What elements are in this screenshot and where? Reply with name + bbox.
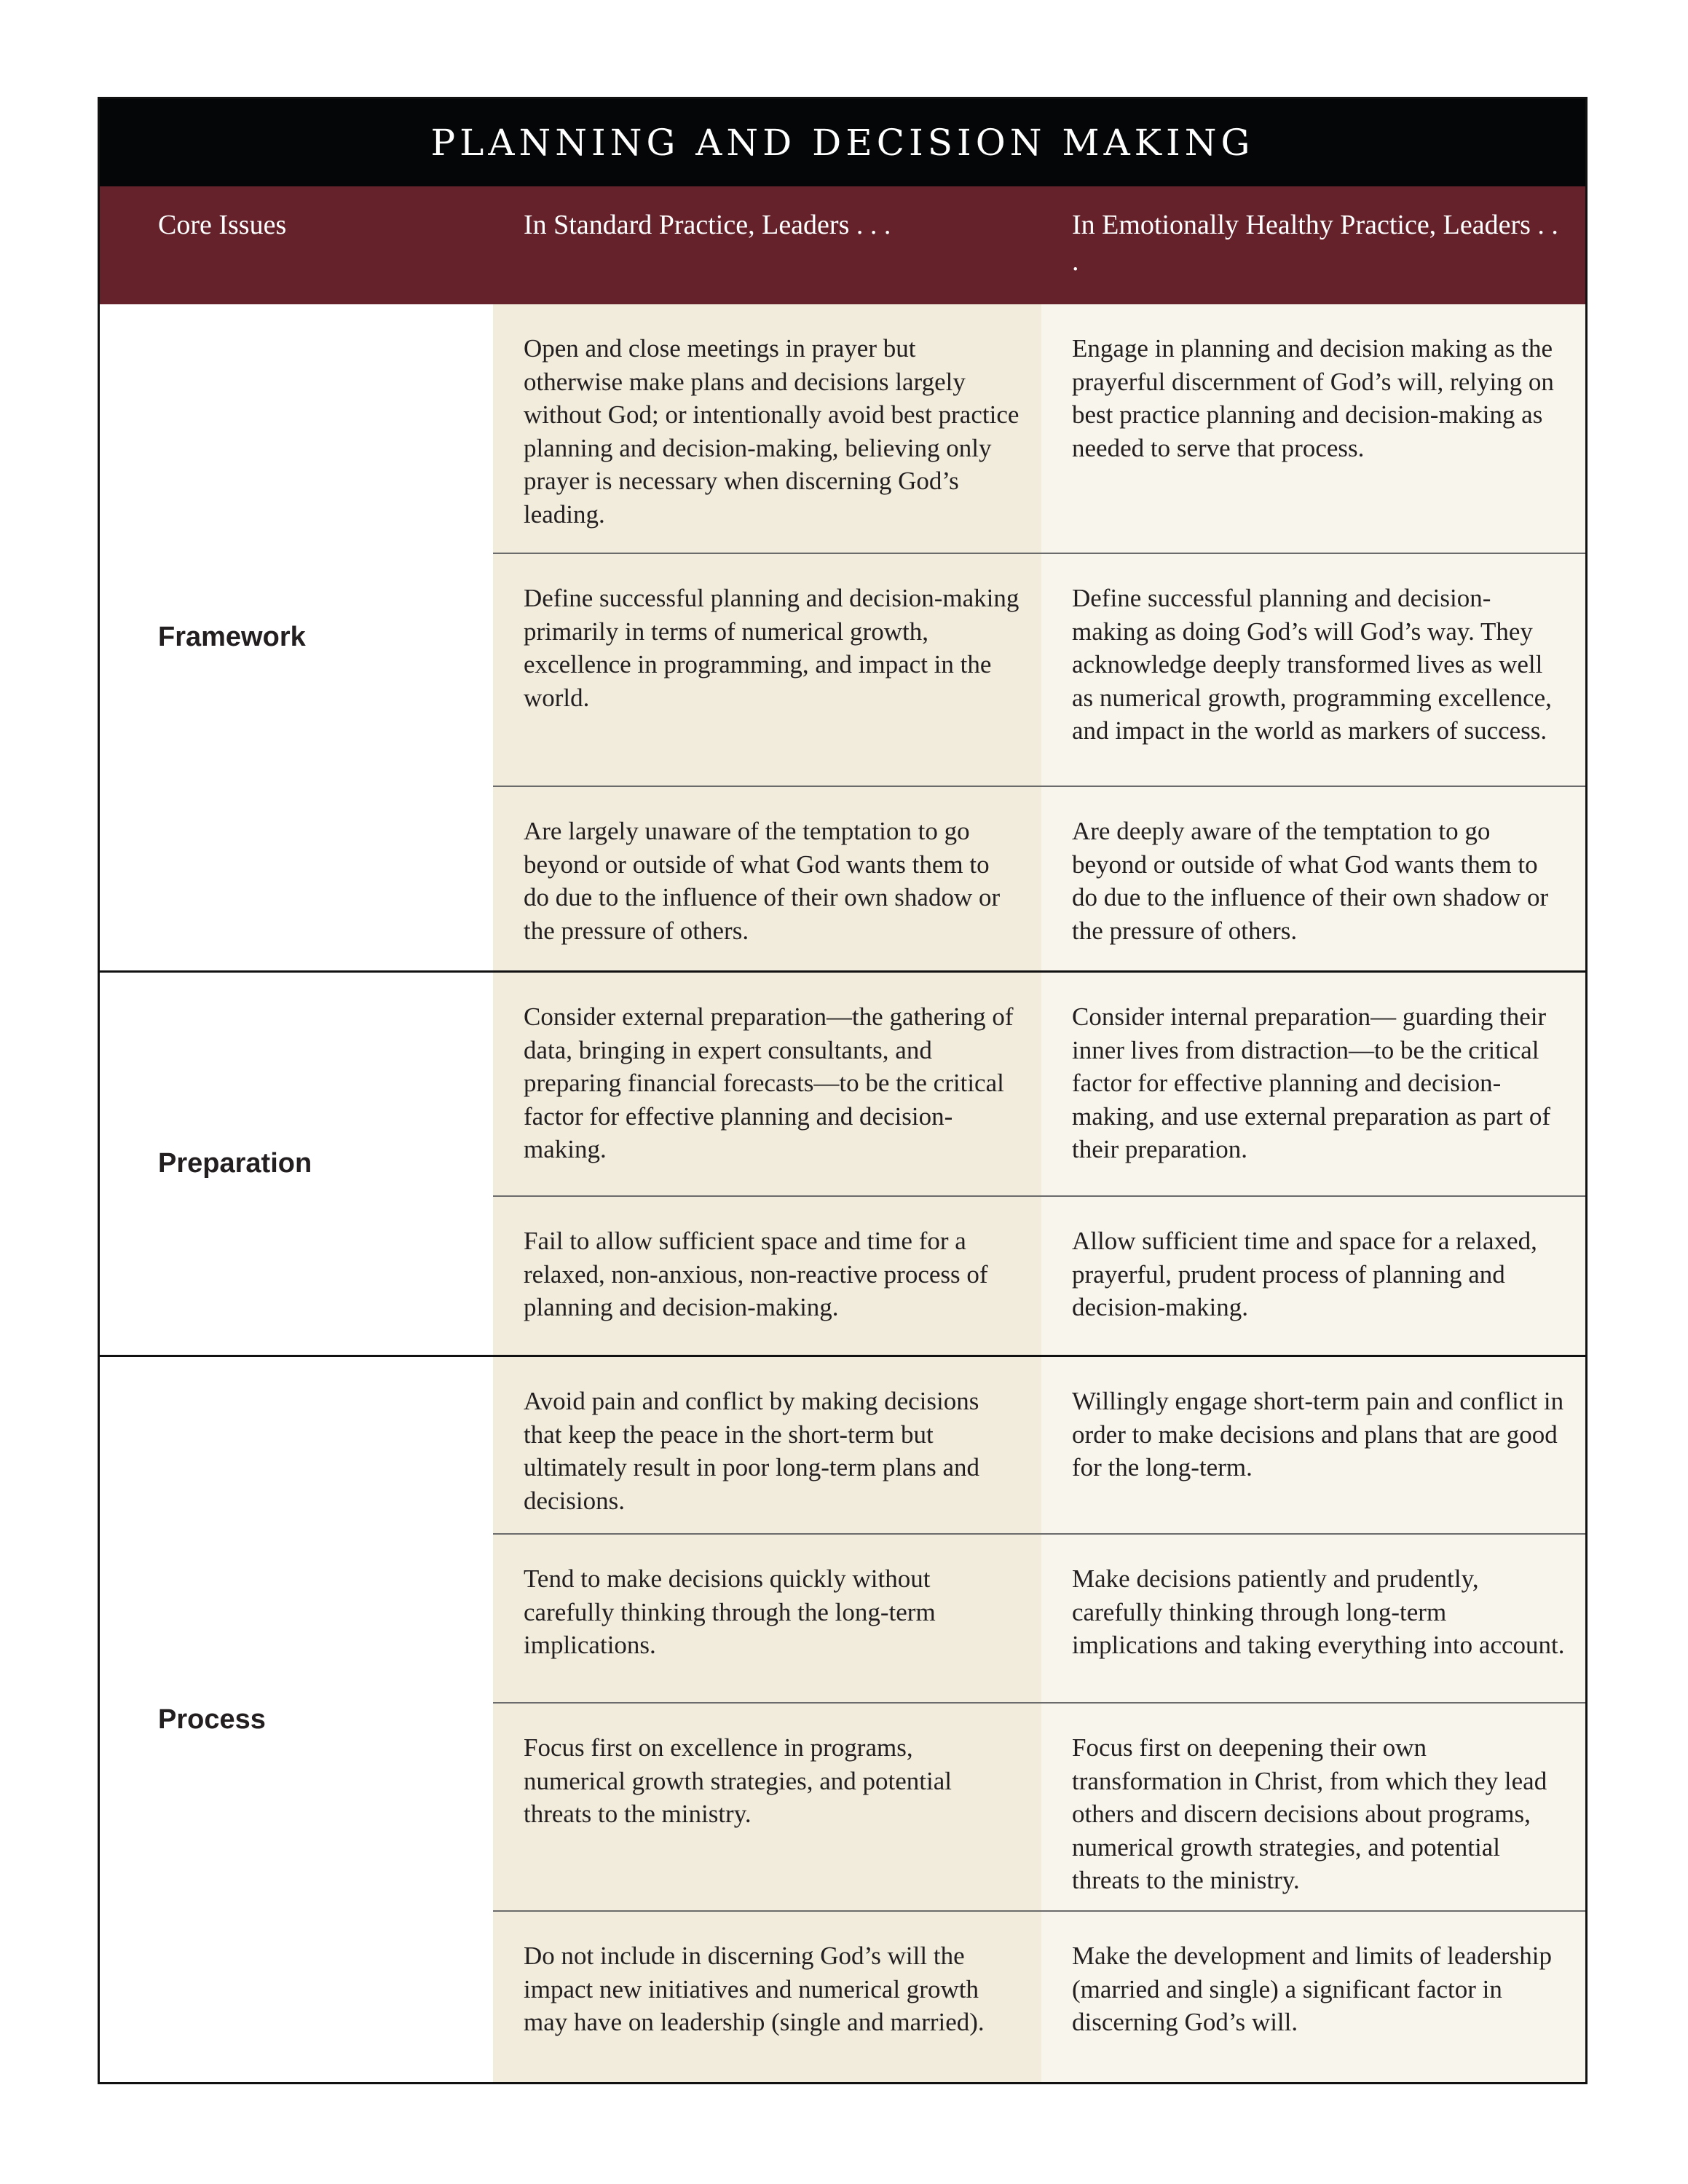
standard-practice-cell: Fail to allow sufficient space and time for a relaxed, non-anxious, non-reactive process of planning and decision-making. — [493, 1197, 1041, 1355]
section-label: Framework — [100, 304, 493, 970]
column-header-row — [100, 186, 1585, 304]
standard-practice-cell: Consider external preparation—the gathering of data, bringing in expert consultants, and preparing financial forecasts—to be the critical factor for effective planning and decision-making. — [493, 973, 1041, 1195]
header-healthy-practice: In Emotionally Healthy Practice, Leaders . . . — [1072, 210, 1558, 277]
standard-practice-cell: Define successful planning and decision-making primarily in terms of numerical growth, excellence in programming, and impact in the world. — [493, 554, 1041, 786]
title-bar — [100, 99, 1585, 186]
header-core-issues: Core Issues — [158, 210, 287, 240]
table-row — [493, 1910, 1585, 2082]
table-row — [493, 786, 1585, 970]
standard-practice-cell: Focus first on excellence in programs, numerical growth strategies, and potential threats to the ministry. — [493, 1704, 1041, 1910]
healthy-practice-cell: Make decisions patiently and prudently, carefully thinking through long-term implications and taking everything into account. — [1041, 1535, 1585, 1702]
section-process — [100, 1355, 1585, 2082]
section-label: Preparation — [100, 973, 493, 1355]
section-label: Process — [100, 1357, 493, 2082]
section-framework — [100, 304, 1585, 970]
healthy-practice-cell: Willingly engage short-term pain and conflict in order to make decisions and plans that are good for the long-term. — [1041, 1357, 1585, 1533]
healthy-practice-cell: Engage in planning and decision making as the prayerful discernment of God’s will, relying on best practice planning and decision-making as needed to serve that process. — [1041, 304, 1585, 553]
table-row — [493, 1357, 1585, 1533]
table-row — [493, 1533, 1585, 1702]
healthy-practice-cell: Allow sufficient time and space for a relaxed, prayerful, prudent process of planning and decision-making. — [1041, 1197, 1585, 1355]
header-standard-practice: In Standard Practice, Leaders . . . — [524, 210, 891, 240]
planning-table — [98, 97, 1588, 2084]
section-preparation — [100, 970, 1585, 1355]
healthy-practice-cell: Focus first on deepening their own transformation in Christ, from which they lead others and discern decisions about programs, numerical growth strategies, and potential threats to the ministry. — [1041, 1704, 1585, 1910]
healthy-practice-cell: Are deeply aware of the temptation to go beyond or outside of what God wants them to do due to the influence of their own shadow or the pressure of others. — [1041, 787, 1585, 970]
table-row — [493, 1702, 1585, 1910]
healthy-practice-cell: Make the development and limits of leadership (married and single) a significant factor in discerning God’s will. — [1041, 1912, 1585, 2082]
standard-practice-cell: Tend to make decisions quickly without carefully thinking through the long-term implications. — [493, 1535, 1041, 1702]
table-row — [493, 304, 1585, 553]
standard-practice-cell: Are largely unaware of the temptation to go beyond or outside of what God wants them to do due to the influence of their own shadow or the pressure of others. — [493, 787, 1041, 970]
table-row — [493, 1195, 1585, 1355]
standard-practice-cell: Do not include in discerning God’s will the impact new initiatives and numerical growth may have on leadership (single and married). — [493, 1912, 1041, 2082]
healthy-practice-cell: Consider internal preparation— guarding their inner lives from distraction—to be the critical factor for effective planning and decision-making, and use external preparation as part of their preparation. — [1041, 973, 1585, 1195]
table-row — [493, 553, 1585, 786]
table-row — [493, 973, 1585, 1195]
healthy-practice-cell: Define successful planning and decision-making as doing God’s will God’s way. They acknowledge deeply transformed lives as well as numerical growth, programming excellence, and impact in the world as markers of success. — [1041, 554, 1585, 786]
standard-practice-cell: Open and close meetings in prayer but otherwise make plans and decisions largely without God; or intentionally avoid best practice planning and decision-making, believing only prayer is necessary when discerning God’s leading. — [493, 304, 1041, 553]
table-title: PLANNING AND DECISION MAKING — [430, 122, 1255, 164]
standard-practice-cell: Avoid pain and conflict by making decisions that keep the peace in the short-term but ultimately result in poor long-term plans and decisions. — [493, 1357, 1041, 1533]
